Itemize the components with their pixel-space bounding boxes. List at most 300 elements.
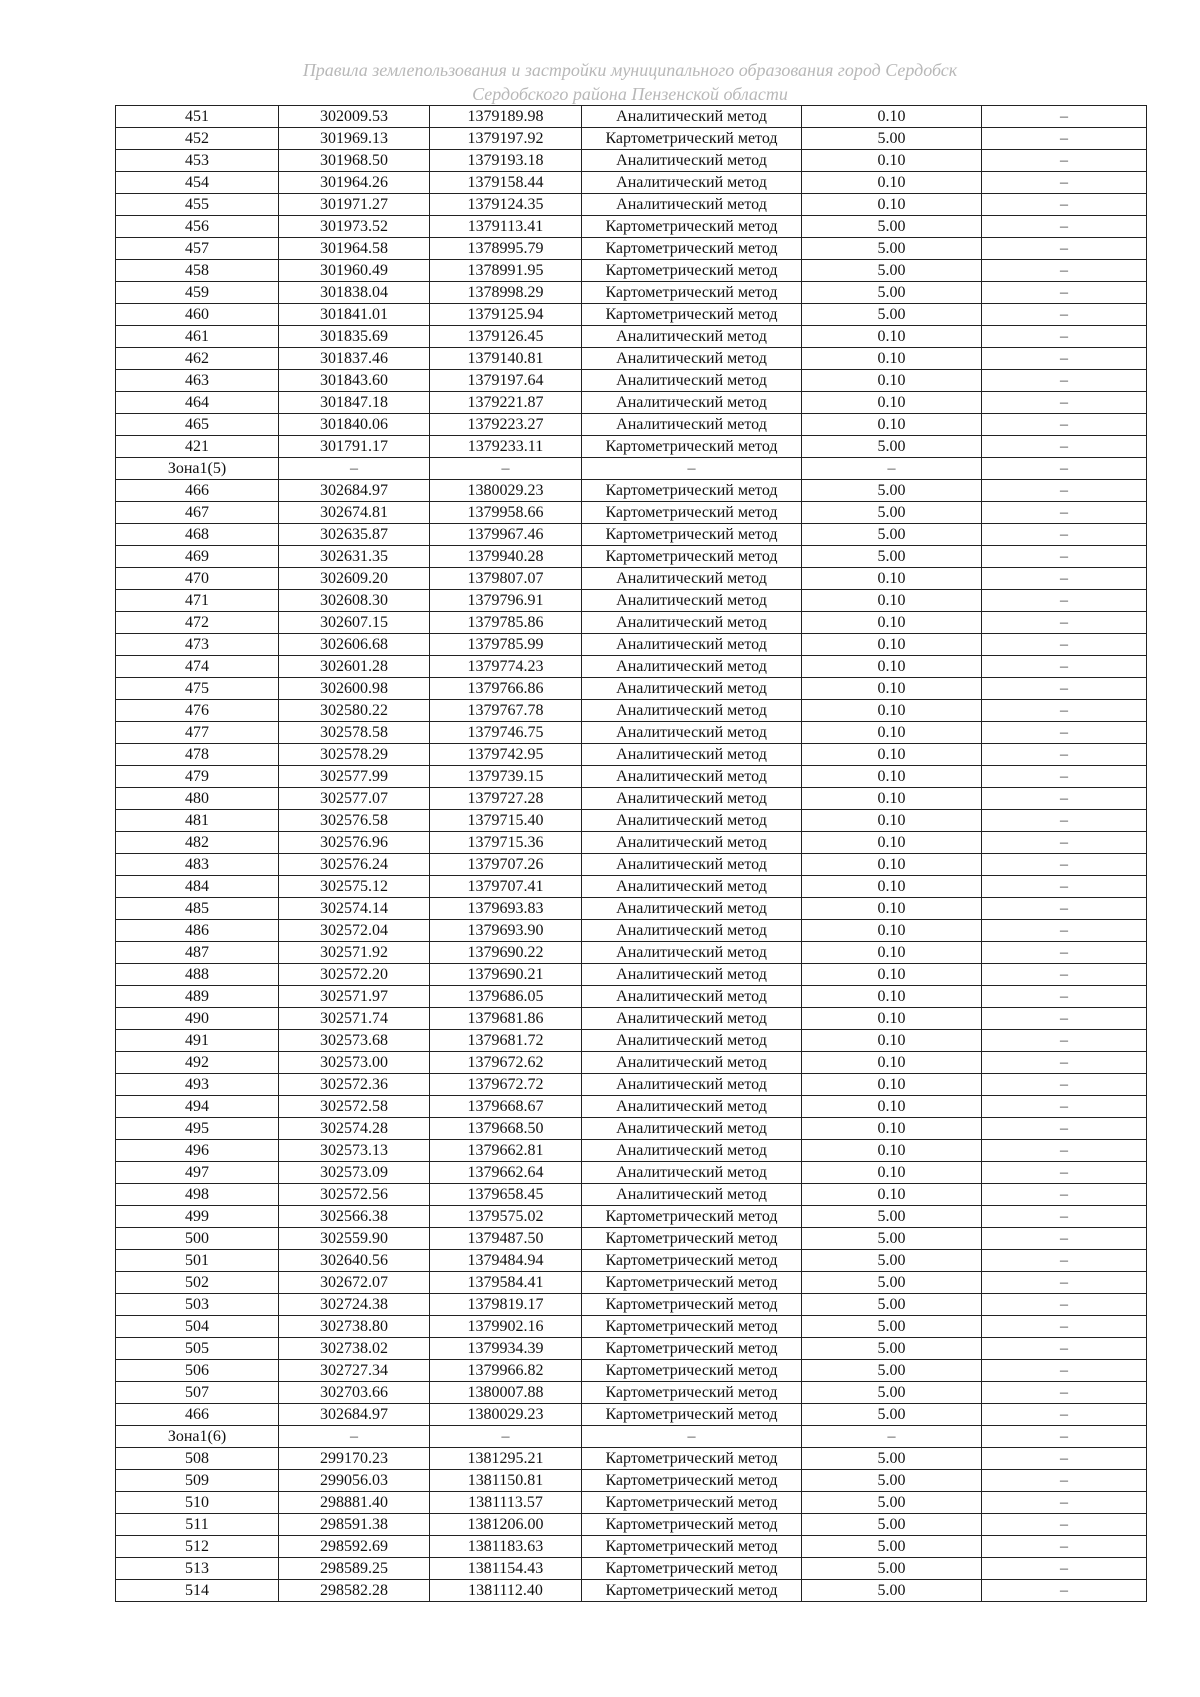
x-coordinate-cell: 302601.28 <box>279 656 430 678</box>
point-number-cell: 466 <box>116 1404 279 1426</box>
point-number-cell: 477 <box>116 722 279 744</box>
point-number-cell: 504 <box>116 1316 279 1338</box>
accuracy-cell: 5.00 <box>802 1360 982 1382</box>
method-cell: Картометрический метод <box>582 1492 802 1514</box>
x-coordinate-cell: 299056.03 <box>279 1470 430 1492</box>
note-cell: – <box>982 1382 1147 1404</box>
x-coordinate-cell: 301968.50 <box>279 150 430 172</box>
table-row <box>116 744 1147 766</box>
method-cell: Картометрический метод <box>582 436 802 458</box>
point-number-cell: 496 <box>116 1140 279 1162</box>
table-row <box>116 414 1147 436</box>
accuracy-cell: 5.00 <box>802 1294 982 1316</box>
method-cell: Аналитический метод <box>582 964 802 986</box>
x-coordinate-cell: 302631.35 <box>279 546 430 568</box>
accuracy-cell: 0.10 <box>802 700 982 722</box>
accuracy-cell: 0.10 <box>802 1184 982 1206</box>
point-number-cell: 470 <box>116 568 279 590</box>
point-number-cell: 453 <box>116 150 279 172</box>
y-coordinate-cell: 1379672.72 <box>430 1074 582 1096</box>
point-number-cell: 479 <box>116 766 279 788</box>
point-number-cell: 474 <box>116 656 279 678</box>
note-cell: – <box>982 920 1147 942</box>
note-cell: – <box>982 722 1147 744</box>
point-number-cell: 487 <box>116 942 279 964</box>
x-coordinate-cell: 302606.68 <box>279 634 430 656</box>
table-row <box>116 656 1147 678</box>
x-coordinate-cell: 301964.26 <box>279 172 430 194</box>
x-coordinate-cell: 302608.30 <box>279 590 430 612</box>
method-cell: Картометрический метод <box>582 1228 802 1250</box>
table-row <box>116 1558 1147 1580</box>
point-number-cell: 471 <box>116 590 279 612</box>
accuracy-cell: 0.10 <box>802 348 982 370</box>
accuracy-cell: 5.00 <box>802 480 982 502</box>
x-coordinate-cell: 302609.20 <box>279 568 430 590</box>
accuracy-cell: 0.10 <box>802 326 982 348</box>
accuracy-cell: 0.10 <box>802 612 982 634</box>
x-coordinate-cell: 302577.07 <box>279 788 430 810</box>
table-row <box>116 766 1147 788</box>
x-coordinate-cell: 302573.68 <box>279 1030 430 1052</box>
table-row <box>116 392 1147 414</box>
table-row <box>116 238 1147 260</box>
x-coordinate-cell: 298589.25 <box>279 1558 430 1580</box>
accuracy-cell: 0.10 <box>802 744 982 766</box>
method-cell: Картометрический метод <box>582 1382 802 1404</box>
point-number-cell: 499 <box>116 1206 279 1228</box>
point-number-cell: 460 <box>116 304 279 326</box>
table-row <box>116 1272 1147 1294</box>
method-cell: Картометрический метод <box>582 1316 802 1338</box>
method-cell: Картометрический метод <box>582 1360 802 1382</box>
point-number-cell: 452 <box>116 128 279 150</box>
table-row <box>116 986 1147 1008</box>
note-cell: – <box>982 1074 1147 1096</box>
table-row <box>116 1118 1147 1140</box>
y-coordinate-cell: 1379681.72 <box>430 1030 582 1052</box>
table-row <box>116 1404 1147 1426</box>
method-cell: Картометрический метод <box>582 1250 802 1272</box>
method-cell: Аналитический метод <box>582 326 802 348</box>
y-coordinate-cell: – <box>430 1426 582 1448</box>
y-coordinate-cell: 1379233.11 <box>430 436 582 458</box>
note-cell: – <box>982 1492 1147 1514</box>
note-cell: – <box>982 1008 1147 1030</box>
x-coordinate-cell: 302577.99 <box>279 766 430 788</box>
y-coordinate-cell: 1381112.40 <box>430 1580 582 1602</box>
point-number-cell: 486 <box>116 920 279 942</box>
table-row <box>116 480 1147 502</box>
point-number-cell: 458 <box>116 260 279 282</box>
accuracy-cell: 0.10 <box>802 590 982 612</box>
point-number-cell: 501 <box>116 1250 279 1272</box>
note-cell: – <box>982 986 1147 1008</box>
accuracy-cell: 0.10 <box>802 634 982 656</box>
note-cell: – <box>982 1404 1147 1426</box>
y-coordinate-cell: 1379223.27 <box>430 414 582 436</box>
accuracy-cell: 0.10 <box>802 1162 982 1184</box>
table-row <box>116 568 1147 590</box>
accuracy-cell: 5.00 <box>802 1514 982 1536</box>
x-coordinate-cell: 301964.58 <box>279 238 430 260</box>
y-coordinate-cell: 1381150.81 <box>430 1470 582 1492</box>
method-cell: Картометрический метод <box>582 1514 802 1536</box>
table-row <box>116 1250 1147 1272</box>
table-row <box>116 326 1147 348</box>
y-coordinate-cell: 1379739.15 <box>430 766 582 788</box>
note-cell: – <box>982 1536 1147 1558</box>
accuracy-cell: 5.00 <box>802 1272 982 1294</box>
accuracy-cell: 5.00 <box>802 1316 982 1338</box>
point-number-cell: 457 <box>116 238 279 260</box>
table-row <box>116 216 1147 238</box>
y-coordinate-cell: 1379693.83 <box>430 898 582 920</box>
table-row <box>116 436 1147 458</box>
point-number-cell: 490 <box>116 1008 279 1030</box>
method-cell: – <box>582 1426 802 1448</box>
point-number-cell: Зона1(5) <box>116 458 279 480</box>
accuracy-cell: 5.00 <box>802 1448 982 1470</box>
table-row <box>116 634 1147 656</box>
y-coordinate-cell: 1379690.21 <box>430 964 582 986</box>
point-number-cell: 514 <box>116 1580 279 1602</box>
y-coordinate-cell: 1379707.26 <box>430 854 582 876</box>
y-coordinate-cell: 1379715.40 <box>430 810 582 832</box>
x-coordinate-cell: 302575.12 <box>279 876 430 898</box>
accuracy-cell: 5.00 <box>802 1536 982 1558</box>
method-cell: Аналитический метод <box>582 1052 802 1074</box>
accuracy-cell: 5.00 <box>802 1404 982 1426</box>
y-coordinate-cell: 1379746.75 <box>430 722 582 744</box>
table-row <box>116 1096 1147 1118</box>
table-row <box>116 502 1147 524</box>
table-row <box>116 788 1147 810</box>
accuracy-cell: 0.10 <box>802 876 982 898</box>
accuracy-cell: 0.10 <box>802 788 982 810</box>
method-cell: Картометрический метод <box>582 1558 802 1580</box>
point-number-cell: 482 <box>116 832 279 854</box>
note-cell: – <box>982 1052 1147 1074</box>
table-row <box>116 304 1147 326</box>
note-cell: – <box>982 942 1147 964</box>
y-coordinate-cell: 1381183.63 <box>430 1536 582 1558</box>
table-row <box>116 1536 1147 1558</box>
x-coordinate-cell: 302566.38 <box>279 1206 430 1228</box>
y-coordinate-cell: 1379966.82 <box>430 1360 582 1382</box>
method-cell: Аналитический метод <box>582 106 802 128</box>
method-cell: Картометрический метод <box>582 238 802 260</box>
point-number-cell: 473 <box>116 634 279 656</box>
x-coordinate-cell: 302580.22 <box>279 700 430 722</box>
table-row <box>116 370 1147 392</box>
point-number-cell: 472 <box>116 612 279 634</box>
method-cell: Картометрический метод <box>582 1536 802 1558</box>
note-cell: – <box>982 854 1147 876</box>
y-coordinate-cell: 1379575.02 <box>430 1206 582 1228</box>
table-row <box>116 1008 1147 1030</box>
note-cell: – <box>982 172 1147 194</box>
x-coordinate-cell: 302571.92 <box>279 942 430 964</box>
note-cell: – <box>982 656 1147 678</box>
accuracy-cell: 0.10 <box>802 172 982 194</box>
table-row <box>116 1228 1147 1250</box>
y-coordinate-cell: 1380029.23 <box>430 1404 582 1426</box>
y-coordinate-cell: 1379484.94 <box>430 1250 582 1272</box>
point-number-cell: 466 <box>116 480 279 502</box>
note-cell: – <box>982 1228 1147 1250</box>
x-coordinate-cell: 302727.34 <box>279 1360 430 1382</box>
x-coordinate-cell: 301847.18 <box>279 392 430 414</box>
note-cell: – <box>982 304 1147 326</box>
note-cell: – <box>982 370 1147 392</box>
note-cell: – <box>982 788 1147 810</box>
y-coordinate-cell: 1379940.28 <box>430 546 582 568</box>
note-cell: – <box>982 348 1147 370</box>
x-coordinate-cell: 302572.58 <box>279 1096 430 1118</box>
note-cell: – <box>982 766 1147 788</box>
method-cell: Картометрический метод <box>582 260 802 282</box>
note-cell: – <box>982 150 1147 172</box>
accuracy-cell: 0.10 <box>802 920 982 942</box>
accuracy-cell: 5.00 <box>802 238 982 260</box>
y-coordinate-cell: 1379487.50 <box>430 1228 582 1250</box>
y-coordinate-cell: 1379140.81 <box>430 348 582 370</box>
table-row <box>116 810 1147 832</box>
method-cell: Картометрический метод <box>582 1404 802 1426</box>
x-coordinate-cell: 301971.27 <box>279 194 430 216</box>
table-row <box>116 832 1147 854</box>
note-cell: – <box>982 1250 1147 1272</box>
method-cell: Картометрический метод <box>582 1470 802 1492</box>
note-cell: – <box>982 1294 1147 1316</box>
x-coordinate-cell: 301841.01 <box>279 304 430 326</box>
x-coordinate-cell: 302576.24 <box>279 854 430 876</box>
x-coordinate-cell: 298881.40 <box>279 1492 430 1514</box>
accuracy-cell: 0.10 <box>802 942 982 964</box>
table-row <box>116 150 1147 172</box>
y-coordinate-cell: 1379785.99 <box>430 634 582 656</box>
y-coordinate-cell: 1379672.62 <box>430 1052 582 1074</box>
point-number-cell: 492 <box>116 1052 279 1074</box>
y-coordinate-cell: 1379221.87 <box>430 392 582 414</box>
method-cell: Аналитический метод <box>582 986 802 1008</box>
y-coordinate-cell: 1379958.66 <box>430 502 582 524</box>
x-coordinate-cell: 301791.17 <box>279 436 430 458</box>
note-cell: – <box>982 964 1147 986</box>
accuracy-cell: 0.10 <box>802 414 982 436</box>
method-cell: Аналитический метод <box>582 348 802 370</box>
point-number-cell: 502 <box>116 1272 279 1294</box>
x-coordinate-cell: 301969.13 <box>279 128 430 150</box>
x-coordinate-cell: 302572.04 <box>279 920 430 942</box>
note-cell: – <box>982 1470 1147 1492</box>
point-number-cell: 498 <box>116 1184 279 1206</box>
accuracy-cell: 5.00 <box>802 1382 982 1404</box>
accuracy-cell: 5.00 <box>802 436 982 458</box>
table-row <box>116 1052 1147 1074</box>
y-coordinate-cell: 1379662.64 <box>430 1162 582 1184</box>
y-coordinate-cell: 1378991.95 <box>430 260 582 282</box>
coordinates-table <box>115 105 1147 1602</box>
accuracy-cell: 0.10 <box>802 898 982 920</box>
table-row <box>116 458 1147 480</box>
note-cell: – <box>982 524 1147 546</box>
point-number-cell: 464 <box>116 392 279 414</box>
y-coordinate-cell: 1379796.91 <box>430 590 582 612</box>
point-number-cell: 484 <box>116 876 279 898</box>
table-row <box>116 1382 1147 1404</box>
method-cell: Аналитический метод <box>582 788 802 810</box>
accuracy-cell: 0.10 <box>802 832 982 854</box>
x-coordinate-cell: 302684.97 <box>279 1404 430 1426</box>
table-row <box>116 942 1147 964</box>
y-coordinate-cell: 1379125.94 <box>430 304 582 326</box>
table-row <box>116 1448 1147 1470</box>
note-cell: – <box>982 282 1147 304</box>
accuracy-cell: 0.10 <box>802 1052 982 1074</box>
method-cell: Аналитический метод <box>582 172 802 194</box>
x-coordinate-cell: 302559.90 <box>279 1228 430 1250</box>
table-row <box>116 172 1147 194</box>
y-coordinate-cell: 1379766.86 <box>430 678 582 700</box>
method-cell: Аналитический метод <box>582 942 802 964</box>
accuracy-cell: 0.10 <box>802 392 982 414</box>
table-row <box>116 524 1147 546</box>
y-coordinate-cell: 1381154.43 <box>430 1558 582 1580</box>
accuracy-cell: 0.10 <box>802 150 982 172</box>
method-cell: Аналитический метод <box>582 700 802 722</box>
note-cell: – <box>982 898 1147 920</box>
point-number-cell: 461 <box>116 326 279 348</box>
method-cell: Аналитический метод <box>582 678 802 700</box>
accuracy-cell: 5.00 <box>802 1580 982 1602</box>
x-coordinate-cell: 301838.04 <box>279 282 430 304</box>
accuracy-cell: 0.10 <box>802 106 982 128</box>
y-coordinate-cell: 1379727.28 <box>430 788 582 810</box>
note-cell: – <box>982 1184 1147 1206</box>
y-coordinate-cell: 1381206.00 <box>430 1514 582 1536</box>
note-cell: – <box>982 128 1147 150</box>
point-number-cell: 503 <box>116 1294 279 1316</box>
note-cell: – <box>982 876 1147 898</box>
point-number-cell: 506 <box>116 1360 279 1382</box>
note-cell: – <box>982 634 1147 656</box>
x-coordinate-cell: 298591.38 <box>279 1514 430 1536</box>
method-cell: Аналитический метод <box>582 744 802 766</box>
y-coordinate-cell: 1379113.41 <box>430 216 582 238</box>
note-cell: – <box>982 1580 1147 1602</box>
x-coordinate-cell: 301843.60 <box>279 370 430 392</box>
x-coordinate-cell: 301960.49 <box>279 260 430 282</box>
x-coordinate-cell: 302674.81 <box>279 502 430 524</box>
method-cell: Аналитический метод <box>582 414 802 436</box>
table-row <box>116 1360 1147 1382</box>
method-cell: Аналитический метод <box>582 832 802 854</box>
y-coordinate-cell: 1381295.21 <box>430 1448 582 1470</box>
x-coordinate-cell: 302672.07 <box>279 1272 430 1294</box>
note-cell: – <box>982 1206 1147 1228</box>
method-cell: Картометрический метод <box>582 546 802 568</box>
note-cell: – <box>982 810 1147 832</box>
note-cell: – <box>982 832 1147 854</box>
accuracy-cell: 5.00 <box>802 546 982 568</box>
y-coordinate-cell: 1379189.98 <box>430 106 582 128</box>
method-cell: Аналитический метод <box>582 1140 802 1162</box>
accuracy-cell: 5.00 <box>802 216 982 238</box>
accuracy-cell: 5.00 <box>802 1558 982 1580</box>
table-row <box>116 1162 1147 1184</box>
x-coordinate-cell: 298582.28 <box>279 1580 430 1602</box>
accuracy-cell: 0.10 <box>802 986 982 1008</box>
point-number-cell: 513 <box>116 1558 279 1580</box>
method-cell: Картометрический метод <box>582 216 802 238</box>
point-number-cell: 475 <box>116 678 279 700</box>
note-cell: – <box>982 1338 1147 1360</box>
point-number-cell: 485 <box>116 898 279 920</box>
accuracy-cell: 0.10 <box>802 1140 982 1162</box>
method-cell: Аналитический метод <box>582 150 802 172</box>
x-coordinate-cell: 302009.53 <box>279 106 430 128</box>
table-row <box>116 1426 1147 1448</box>
method-cell: Аналитический метод <box>582 920 802 942</box>
header-line-2: Сердобского района Пензенской области <box>472 84 788 104</box>
x-coordinate-cell: 302574.28 <box>279 1118 430 1140</box>
x-coordinate-cell: 302578.58 <box>279 722 430 744</box>
y-coordinate-cell: 1379767.78 <box>430 700 582 722</box>
accuracy-cell: 5.00 <box>802 1470 982 1492</box>
y-coordinate-cell: 1379662.81 <box>430 1140 582 1162</box>
table-row <box>116 612 1147 634</box>
x-coordinate-cell: 301973.52 <box>279 216 430 238</box>
y-coordinate-cell: 1379126.45 <box>430 326 582 348</box>
y-coordinate-cell: 1379693.90 <box>430 920 582 942</box>
y-coordinate-cell: 1379807.07 <box>430 568 582 590</box>
point-number-cell: 451 <box>116 106 279 128</box>
note-cell: – <box>982 326 1147 348</box>
table-row <box>116 1316 1147 1338</box>
accuracy-cell: – <box>802 1426 982 1448</box>
method-cell: Картометрический метод <box>582 282 802 304</box>
point-number-cell: 488 <box>116 964 279 986</box>
point-number-cell: 480 <box>116 788 279 810</box>
method-cell: Аналитический метод <box>582 1118 802 1140</box>
y-coordinate-cell: 1379681.86 <box>430 1008 582 1030</box>
point-number-cell: 476 <box>116 700 279 722</box>
method-cell: Картометрический метод <box>582 502 802 524</box>
table-row <box>116 128 1147 150</box>
accuracy-cell: 5.00 <box>802 1492 982 1514</box>
y-coordinate-cell: 1379715.36 <box>430 832 582 854</box>
x-coordinate-cell: 302572.20 <box>279 964 430 986</box>
table-row <box>116 1184 1147 1206</box>
y-coordinate-cell: 1379584.41 <box>430 1272 582 1294</box>
point-number-cell: 500 <box>116 1228 279 1250</box>
table-row <box>116 1030 1147 1052</box>
accuracy-cell: 0.10 <box>802 656 982 678</box>
point-number-cell: 421 <box>116 436 279 458</box>
accuracy-cell: – <box>802 458 982 480</box>
note-cell: – <box>982 1360 1147 1382</box>
table-row <box>116 920 1147 942</box>
y-coordinate-cell: 1379686.05 <box>430 986 582 1008</box>
note-cell: – <box>982 678 1147 700</box>
y-coordinate-cell: 1379707.41 <box>430 876 582 898</box>
method-cell: Аналитический метод <box>582 194 802 216</box>
y-coordinate-cell: 1379742.95 <box>430 744 582 766</box>
accuracy-cell: 5.00 <box>802 1250 982 1272</box>
x-coordinate-cell: 302640.56 <box>279 1250 430 1272</box>
